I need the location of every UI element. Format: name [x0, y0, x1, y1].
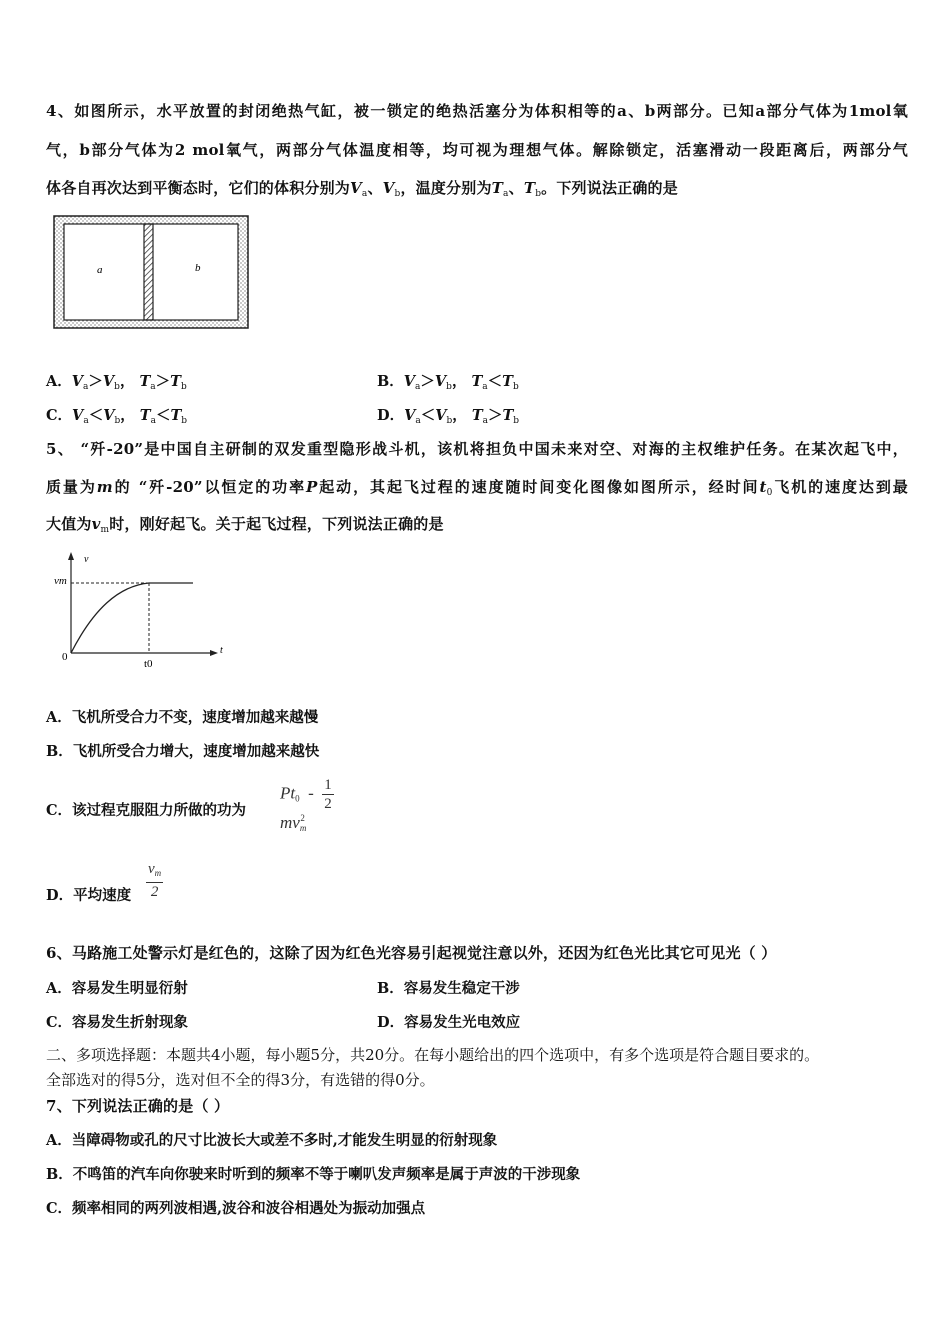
- q7-option-c[interactable]: C．频率相同的两列波相遇,波谷和波谷相遇处为振动加强点: [46, 1200, 426, 1217]
- q6-option-d[interactable]: D．容易发生光电效应: [377, 1014, 521, 1031]
- q5-stem-line1: 5、 “歼-20”是中国自主研制的双发重型隐形战斗机，该机将担负中国未来对空、对海的主权维护任务。在某次起飞中，: [46, 440, 908, 458]
- y-axis-label: v: [84, 554, 89, 565]
- q6-stem: 6、马路施工处警示灯是红色的，这除了因为红色光容易引起视觉注意以外，还因为红色光比其它可见光（ ）: [46, 944, 777, 962]
- velocity-curve: [71, 583, 149, 653]
- q4-option-b[interactable]: B．$V_a>V_b$， $T_a<T_b$: [377, 373, 519, 392]
- t0-label: t0: [144, 658, 153, 670]
- x-axis-label: t: [220, 645, 223, 656]
- q4-option-c[interactable]: C．$V_a<V_b$， $T_a<T_b$: [46, 407, 188, 426]
- y-axis-arrow: [68, 552, 74, 560]
- q5-stem-line2: 质量为m的 “歼-20”以恒定的功率P起动，其起飞过程的速度随时间变化图像如图所示，经时间$t_0$飞机的速度达到最: [46, 478, 908, 498]
- q5-option-d-formula: $\frac{v_m}{2}$: [148, 861, 162, 900]
- chamber-label-b: b: [195, 262, 201, 274]
- q4-stem-line1: 4、如图所示，水平放置的封闭绝热气缸，被一锁定的绝热活塞分为体积相等的a、b两部分。已知a部分气体为1mol氧: [46, 102, 908, 120]
- q4-option-d[interactable]: D．$V_a<V_b$， $T_a>T_b$: [377, 407, 520, 426]
- piston: [144, 224, 153, 320]
- q5-option-c[interactable]: C．该过程克服阻力所做的功为: [46, 802, 247, 819]
- q5-option-b[interactable]: B．飞机所受合力增大，速度增加越来越快: [46, 743, 320, 760]
- q4-option-a[interactable]: A．$V_a>V_b$， $T_a>T_b$: [46, 373, 187, 392]
- q5-option-a[interactable]: A．飞机所受合力不变，速度增加越来越慢: [46, 709, 319, 726]
- section2-heading-line2: 全部选对的得5分，选对但不全的得3分，有选错的得0分。: [46, 1071, 435, 1089]
- q7-stem: 7、下列说法正确的是（ ）: [46, 1097, 230, 1115]
- q5-option-d[interactable]: D．平均速度: [46, 887, 132, 904]
- q5-stem-line3: 大值为$v_m$时，刚好起飞。关于起飞过程，下列说法正确的是: [46, 515, 444, 535]
- q5-option-c-formula: $Pt_0$ - $\frac{1}{2}$ $mv_m^2$: [280, 777, 332, 833]
- velocity-time-graph: [48, 548, 238, 672]
- chamber-label-a: a: [97, 264, 103, 276]
- q6-option-b[interactable]: B．容易发生稳定干涉: [377, 980, 520, 997]
- section2-heading-line1: 二、多项选择题：本题共4小题，每小题5分，共20分。在每小题给出的四个选项中，有多个选项是符合题目要求的。: [46, 1046, 820, 1064]
- q6-option-a[interactable]: A．容易发生明显衍射: [46, 980, 188, 997]
- cylinder-diagram: [50, 212, 252, 332]
- q4-stem-line2: 气，b部分气体为2 mol氧气，两部分气体温度相等，均可视为理想气体。解除锁定，活塞滑动一段距离后，两部分气: [46, 141, 908, 159]
- q7-option-b[interactable]: B．不鸣笛的汽车向你驶来时听到的频率不等于喇叭发声频率是属于声波的干涉现象: [46, 1166, 581, 1183]
- x-axis-arrow: [210, 650, 218, 656]
- q6-option-c[interactable]: C．容易发生折射现象: [46, 1014, 189, 1031]
- origin-label: 0: [62, 651, 68, 663]
- vm-label: vm: [54, 575, 67, 587]
- q4-stem-line3: 体各自再次达到平衡态时，它们的体积分别为$V_a$、$V_b$，温度分别为$T_a$、$T_b$。下列说法正确的是: [46, 179, 678, 199]
- q7-option-a[interactable]: A．当障碍物或孔的尺寸比波长大或差不多时,才能发生明显的衍射现象: [46, 1132, 498, 1149]
